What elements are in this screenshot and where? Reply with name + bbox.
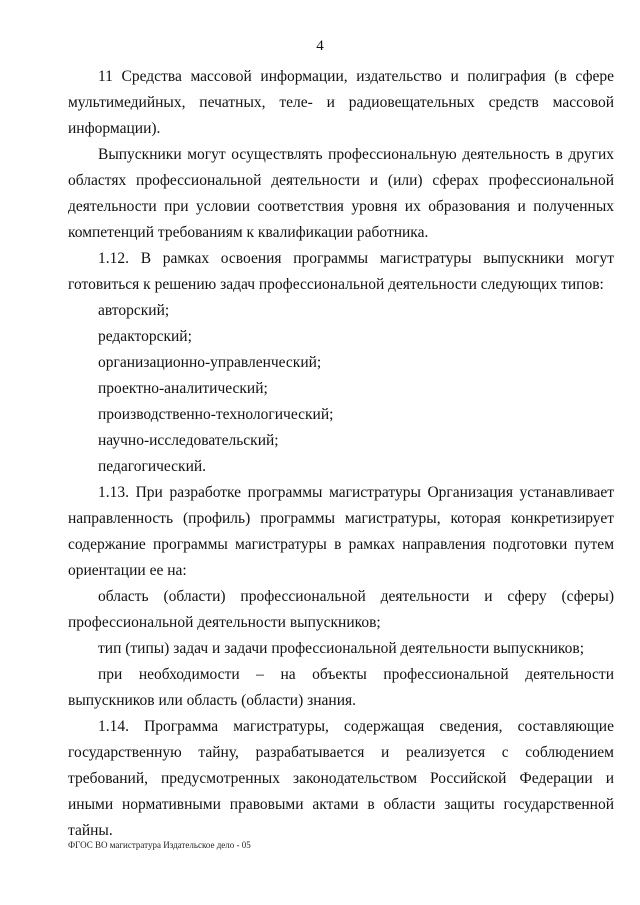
page-number: 4 (316, 38, 324, 54)
orientation-item: тип (типы) задач и задачи профессиональной деятельности выпускников; (98, 640, 585, 657)
task-type-item: научно-исследовательский; (98, 432, 279, 449)
footer-note: ФГОС ВО магистратура Издательское дело - 05 (68, 840, 251, 850)
task-type-item: редакторский; (98, 328, 192, 345)
task-type-item: педагогический. (98, 458, 207, 475)
task-type-item: производственно-технологический; (98, 406, 334, 423)
orientation-item: при необходимости – на объекты профессиональной деятельности выпускников или область (области) знания. (68, 666, 614, 709)
task-type-item: авторский; (98, 302, 170, 319)
body-text (68, 64, 614, 844)
task-type-item: организационно-управленческий; (98, 354, 322, 371)
paragraph-other-areas: Выпускники могут осуществлять профессиональную деятельность в других областях профессиональной деятельности и (или) сферах профессиональной деятельности при условии соответствия уровня их образования и полученных компетенций требованиям к квалификации работника. (68, 146, 614, 241)
task-type-item: проектно-аналитический; (98, 380, 268, 397)
paragraph-1-14: 1.14. Программа магистратуры, содержащая сведения, составляющие государственную тайну, разрабатывается и реализуется с соблюдением требований, предусмотренных законодательством Российской Федерации и иными нормативными правовыми актами в области защиты государственной тайны. (68, 718, 614, 839)
paragraph-1-13: 1.13. При разработке программы магистратуры Организация устанавливает направленность (профиль) программы магистратуры, которая конкретизирует содержание программы магистратуры в рамках направления подготовки путем ориентации ее на: (68, 484, 614, 579)
orientation-item: область (области) профессиональной деятельности и сферу (сферы) профессиональной деятельности выпускников; (68, 588, 614, 631)
paragraph-1-12: 1.12. В рамках освоения программы магистратуры выпускники могут готовиться к решению задач профессиональной деятельности следующих типов: (68, 250, 614, 293)
paragraph-media: 11 Средства массовой информации, издательство и полиграфия (в сфере мультимедийных, печатных, теле- и радиовещательных средств массовой информации). (68, 68, 614, 137)
